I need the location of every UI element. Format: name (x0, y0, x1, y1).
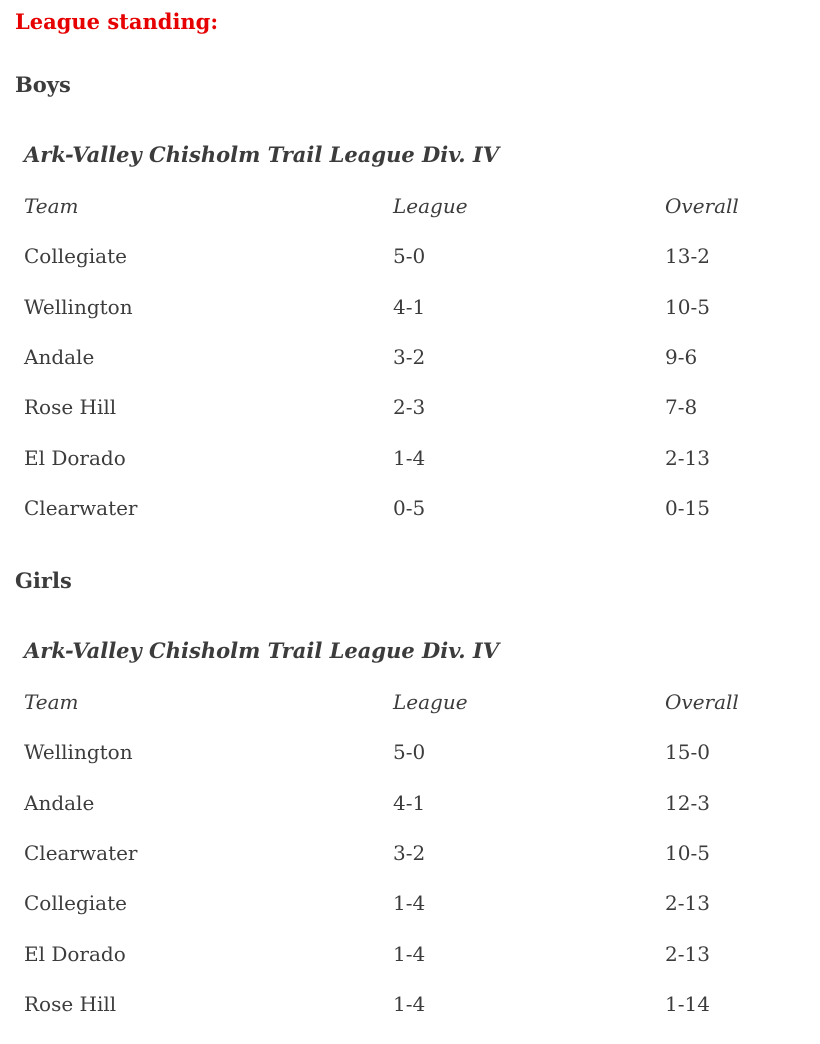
team-cell: El Dorado (24, 445, 126, 470)
girls-league-title: Ark-Valley Chisholm Trail League Div. IV (24, 638, 500, 663)
overall-record-cell: 2-13 (665, 891, 710, 916)
team-cell: Andale (24, 790, 95, 815)
league-record-cell: 1-4 (393, 891, 426, 916)
overall-record-cell: 9-6 (665, 345, 698, 370)
overall-record-cell: 2-13 (665, 445, 710, 470)
column-header-league: League (393, 194, 468, 219)
table-row (24, 928, 785, 978)
league-record-cell: 1-4 (393, 941, 426, 966)
overall-record-cell: 0-15 (665, 495, 710, 520)
team-cell: Clearwater (24, 841, 138, 866)
girls-standings-table (24, 677, 785, 1029)
overall-record-cell: 10-5 (665, 294, 710, 319)
overall-record-cell: 2-13 (665, 941, 710, 966)
table-row (24, 778, 785, 828)
table-header-row (24, 181, 785, 231)
team-cell: Andale (24, 345, 95, 370)
column-header-overall: Overall (665, 194, 739, 219)
table-row (24, 727, 785, 777)
team-cell: Wellington (24, 740, 133, 765)
overall-record-cell: 10-5 (665, 841, 710, 866)
league-record-cell: 0-5 (393, 495, 426, 520)
table-row (24, 878, 785, 928)
overall-record-cell: 7-8 (665, 395, 698, 420)
league-record-cell: 4-1 (393, 790, 426, 815)
boys-league-title: Ark-Valley Chisholm Trail League Div. IV (24, 142, 500, 167)
table-row (24, 332, 785, 382)
overall-record-cell: 13-2 (665, 244, 710, 269)
table-row (24, 979, 785, 1029)
table-row (24, 432, 785, 482)
team-cell: Rose Hill (24, 991, 117, 1016)
team-cell: Collegiate (24, 244, 127, 269)
column-header-team: Team (24, 194, 79, 219)
column-header-team: Team (24, 690, 79, 715)
overall-record-cell: 15-0 (665, 740, 710, 765)
overall-record-cell: 12-3 (665, 790, 710, 815)
league-record-cell: 1-4 (393, 445, 426, 470)
team-cell: Rose Hill (24, 395, 117, 420)
boys-standings-table (24, 181, 785, 533)
team-cell: Collegiate (24, 891, 127, 916)
league-record-cell: 5-0 (393, 740, 426, 765)
column-header-overall: Overall (665, 690, 739, 715)
league-record-cell: 2-3 (393, 395, 426, 420)
team-cell: Clearwater (24, 495, 138, 520)
table-row (24, 483, 785, 533)
boys-section-title: Boys (15, 72, 71, 97)
table-row (24, 231, 785, 281)
table-row (24, 828, 785, 878)
league-record-cell: 5-0 (393, 244, 426, 269)
league-record-cell: 4-1 (393, 294, 426, 319)
overall-record-cell: 1-14 (665, 991, 710, 1016)
league-record-cell: 1-4 (393, 991, 426, 1016)
table-row (24, 282, 785, 332)
team-cell: El Dorado (24, 941, 126, 966)
team-cell: Wellington (24, 294, 133, 319)
table-row (24, 382, 785, 432)
league-record-cell: 3-2 (393, 345, 426, 370)
column-header-league: League (393, 690, 468, 715)
table-header-row (24, 677, 785, 727)
league-record-cell: 3-2 (393, 841, 426, 866)
page-heading: League standing: (15, 9, 219, 34)
girls-section-title: Girls (15, 568, 72, 593)
